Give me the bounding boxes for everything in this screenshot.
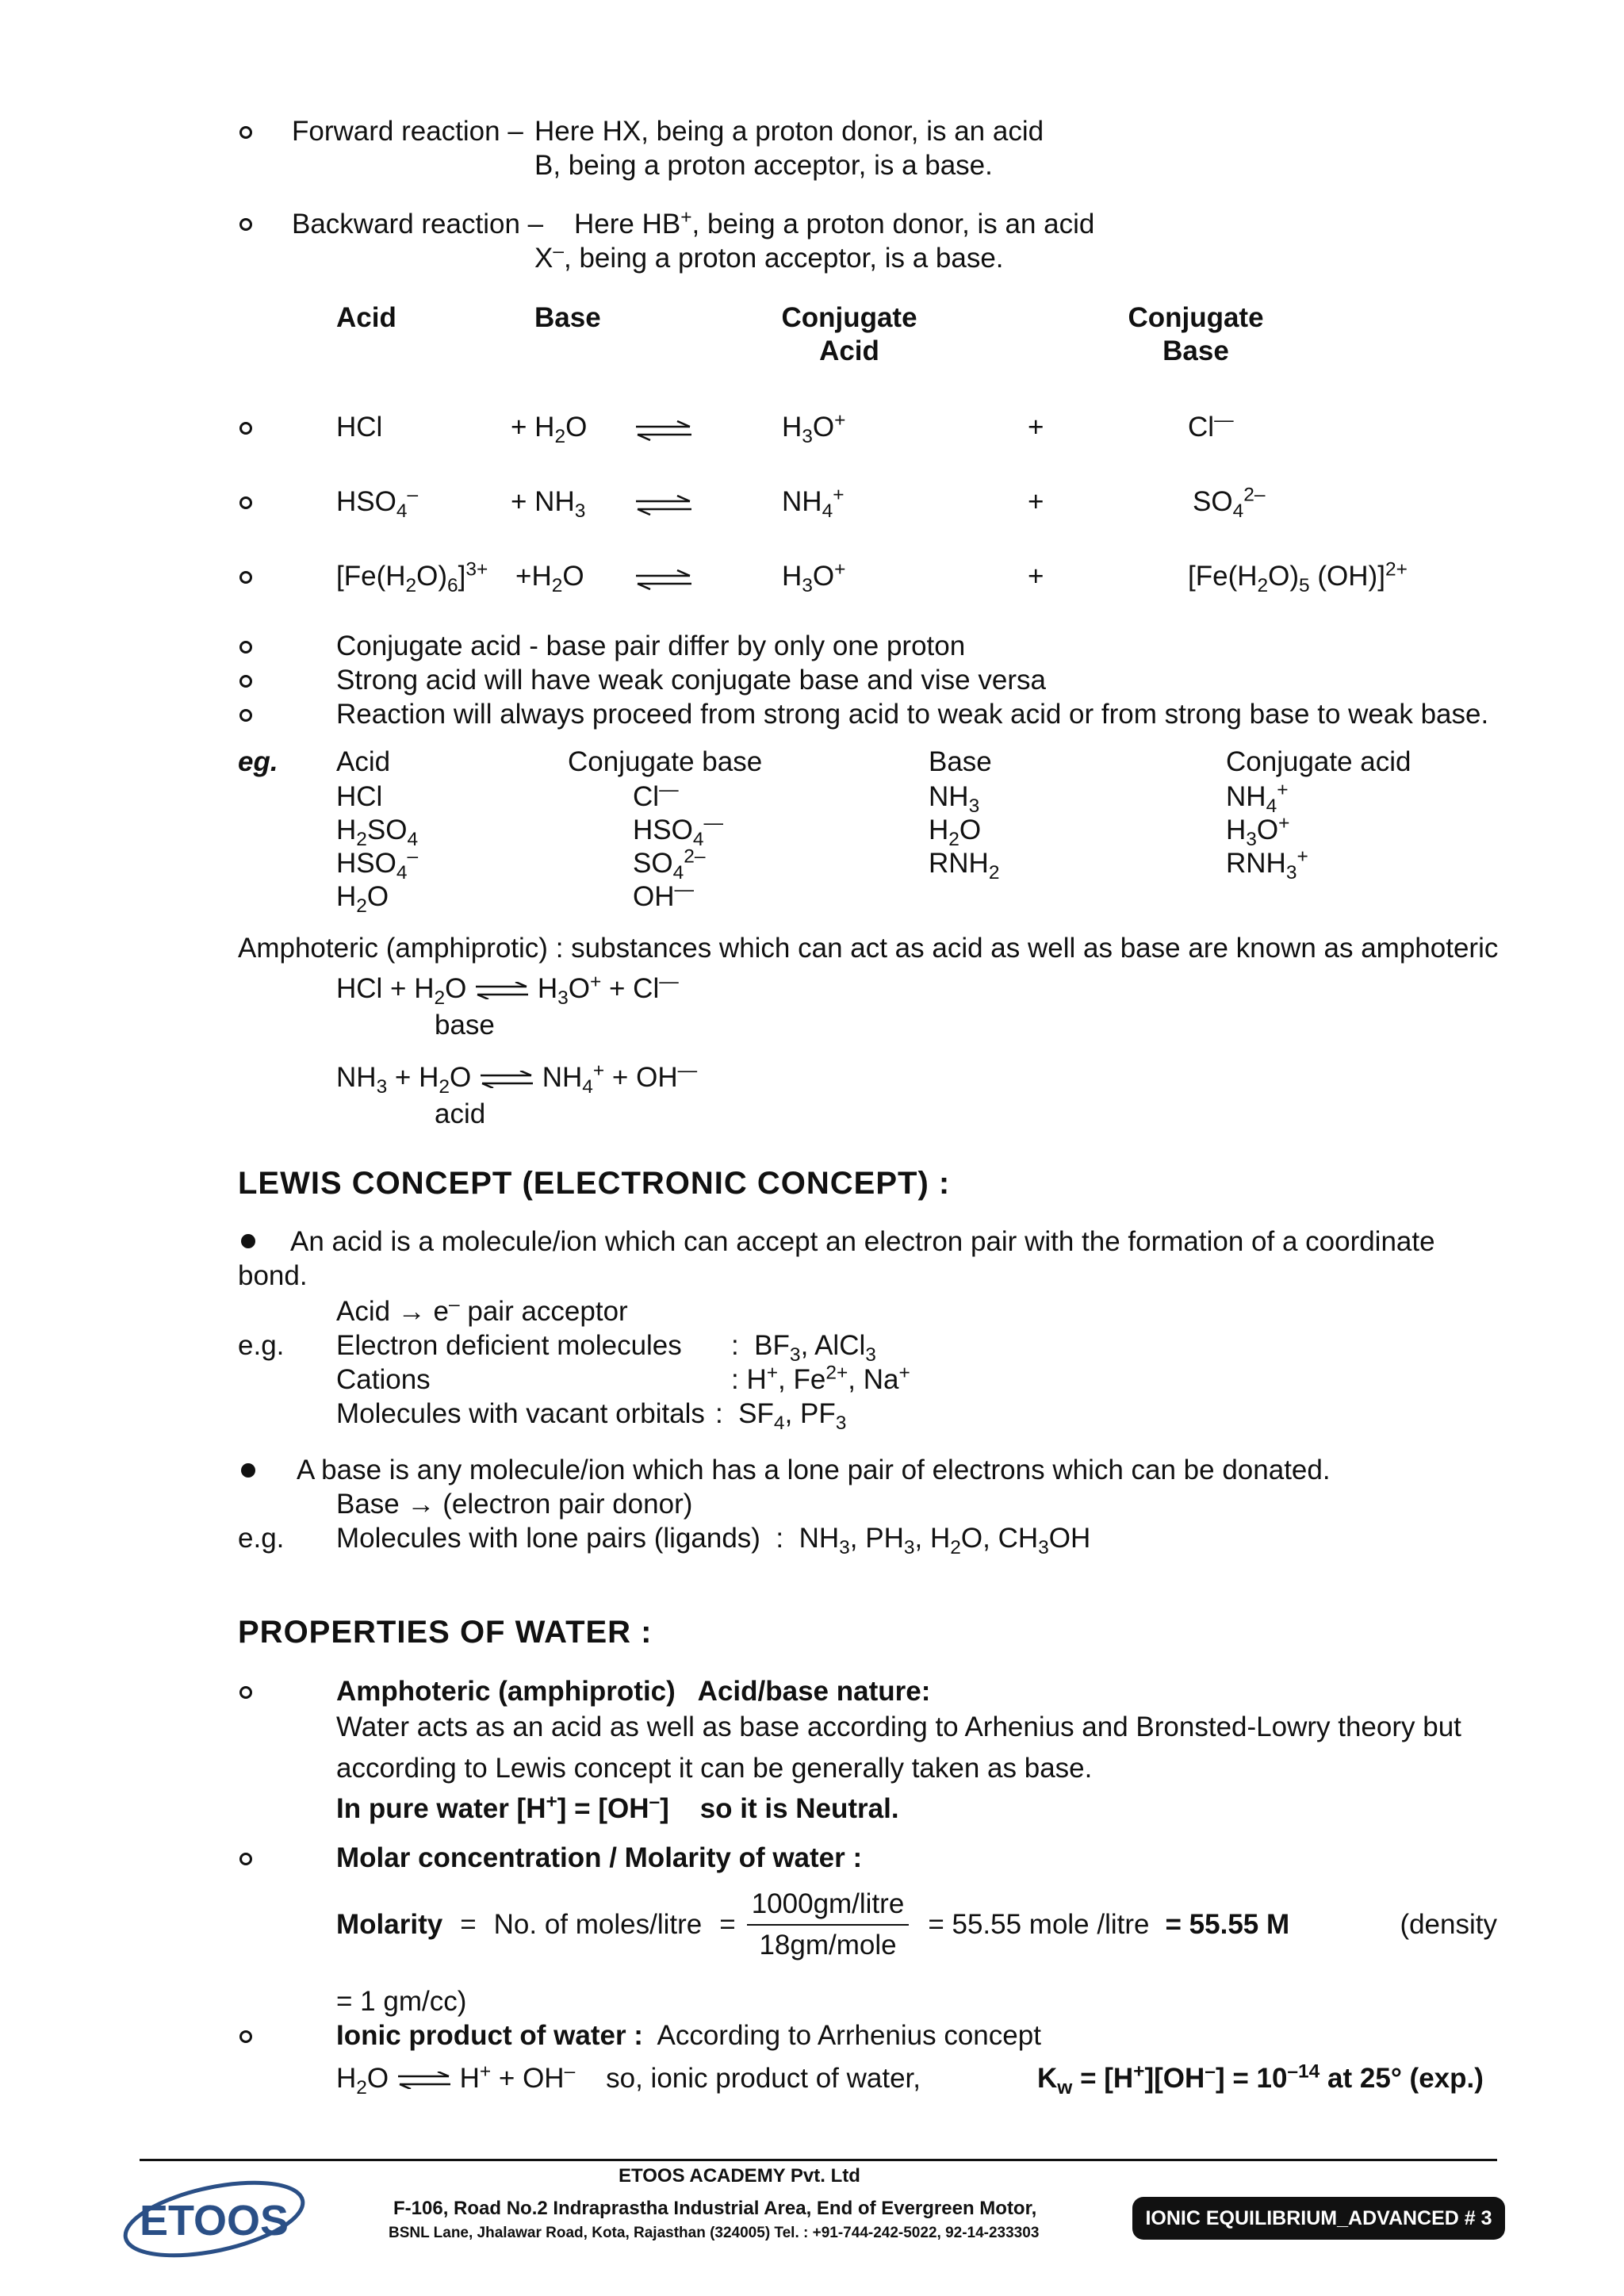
bullet-statement-2: Strong acid will have weak conjugate base and vise versa: [336, 665, 1046, 696]
molarity-label: Molarity: [336, 1909, 443, 1940]
lewis-row3-value: : $SF_4$, $PF_3$: [715, 1398, 847, 1434]
lewis-acid-definition-1: An acid is a molecule/ion which can accept an electron pair with the formation of a coordinate: [290, 1226, 1435, 1257]
row2-conjugate-acid: $NH_4^+$: [782, 484, 845, 522]
forward-reaction-line1: Here HX, being a proton donor, is an acid: [534, 116, 1044, 147]
water-molarity-equation: [336, 1888, 1497, 1962]
amphoteric-equation-1: HCl + $H_2O$ $H_3O^+ + Cl^—$: [336, 971, 679, 1009]
lewis-base-eg-label: e.g.: [238, 1523, 285, 1554]
lewis-eg-label: e.g.: [238, 1330, 285, 1361]
forward-reaction-line2: B, being a proton acceptor, is a base.: [534, 150, 993, 181]
water-ionic-product-title: Ionic product of water : According to Arrhenius concept: [336, 2020, 1041, 2051]
row2-base: + $NH_3$: [511, 486, 586, 522]
bullet-dot-icon: [241, 1234, 255, 1248]
density-note-start: (density: [1400, 1909, 1497, 1940]
row2-conjugate-base: $SO_4^{2-}$: [1193, 484, 1266, 522]
equilibrium-arrow-icon: [396, 2072, 452, 2089]
backward-reaction-line1: Here HB+, being a proton donor, is an acid: [574, 206, 1095, 240]
lewis-base-definition: A base is any molecule/ion which has a lone pair of electrons which can be donated.: [297, 1455, 1331, 1485]
lewis-acid-line: Acid → e– pair acceptor: [336, 1294, 628, 1327]
lewis-row1-value: : $BF_3$, AlCl$_3$: [731, 1330, 876, 1366]
bullet-circle-icon: [239, 126, 252, 139]
amphoteric-equation-2: $NH_3 + H_2O$ $NH_4^+ + OH^—$: [336, 1060, 698, 1098]
etoos-logo-icon: [117, 2173, 316, 2268]
bullet-circle-icon: [239, 571, 252, 584]
bullet-statement-1: Conjugate acid - base pair differ by only one proton: [336, 631, 966, 661]
equilibrium-arrow-icon: [634, 495, 693, 516]
equilibrium-arrow-icon: [474, 982, 530, 999]
equilibrium-arrow-icon: [479, 1071, 534, 1088]
bullet-circle-icon: [239, 2030, 252, 2043]
amphoteric-base-label: base: [435, 1010, 495, 1041]
lewis-row3-label: Molecules with vacant orbitals: [336, 1398, 705, 1429]
forward-reaction-label: Forward reaction –: [292, 116, 523, 147]
lewis-base-eg: Molecules with lone pairs (ligands) : $NH_3$, $PH_3$, $H_2O$, $CH_3OH$: [336, 1523, 1091, 1558]
bullet-circle-icon: [239, 496, 252, 509]
eg-column-conjugate-base: Cl— $HSO_4^—$ $SO_4^{2-}$ OH—: [633, 779, 723, 912]
row1-base: + $H_2O$: [511, 412, 588, 447]
footer-address-1: F-106, Road No.2 Indraprastha Industrial Area, End of Evergreen Motor,: [393, 2198, 1037, 2219]
eg-header-base: Base: [929, 746, 992, 777]
eg-column-acid: HCl $H_2SO_4$ $HSO_4^-$ $H_2O$: [336, 781, 419, 917]
table-header-base: Base: [534, 302, 601, 333]
equilibrium-arrow-icon: [634, 569, 693, 590]
row3-acid: $[Fe(H_2O)_6]^{3+}$: [336, 558, 488, 596]
equilibrium-arrow-icon: [634, 420, 693, 441]
lewis-heading: LEWIS CONCEPT (ELECTRONIC CONCEPT) :: [238, 1166, 951, 1201]
row3-plus: +: [1028, 561, 1044, 592]
row1-conjugate-acid: $H_3O^+$: [782, 409, 846, 447]
bullet-dot-icon: [241, 1463, 255, 1478]
fraction-numerator: 1000gm/litre: [747, 1888, 910, 1926]
equals-sign: =: [719, 1909, 736, 1940]
water-neutral-line: In pure water [H+] = [OH–] so it is Neutral.: [336, 1791, 899, 1824]
row3-conjugate-acid: $H_3O^+$: [782, 558, 846, 596]
row1-conjugate-base: Cl—: [1188, 409, 1234, 443]
water-amphoteric-line2: according to Lewis concept it can be generally taken as base.: [336, 1753, 1093, 1784]
fraction-denominator: 18gm/mole: [759, 1930, 897, 1961]
svg-text:ETOOS: ETOOS: [139, 2197, 289, 2244]
backward-reaction-label: Backward reaction –: [292, 209, 544, 240]
bullet-circle-icon: [239, 218, 252, 231]
table-header-conjugate-acid: Conjugate Acid: [781, 302, 917, 366]
eg-label: eg.: [238, 746, 278, 777]
table-header-acid: Acid: [336, 302, 396, 333]
row1-plus: +: [1028, 412, 1044, 443]
water-amphoteric-line1: Water acts as an acid as well as base according to Arhenius and Bronsted-Lowry theory but: [336, 1711, 1461, 1742]
molarity-result: = 55.55 mole /litre: [928, 1909, 1150, 1940]
molarity-result-bold: = 55.55 M: [1165, 1909, 1290, 1940]
molarity-fraction: [747, 1888, 910, 1962]
row3-conjugate-base: [$Fe(H_2O)_5$ (OH)]$^{2+}$: [1188, 558, 1408, 596]
amphoteric-definition: Amphoteric (amphiprotic) : substances which can act as acid as well as base are known as amphoteric: [238, 933, 1499, 964]
footer-address-2: BSNL Lane, Jhalawar Road, Kota, Rajasthan (324005) Tel. : +91-744-242-5022, 92-14-233303: [389, 2225, 1040, 2241]
footer-company: ETOOS ACADEMY Pvt. Ltd: [619, 2165, 860, 2187]
page-badge: IONIC EQUILIBRIUM_ADVANCED # 3: [1132, 2197, 1505, 2240]
water-molarity-title: Molar concentration / Molarity of water :: [336, 1842, 863, 1873]
equals-sign: =: [460, 1909, 477, 1940]
eg-column-conjugate-acid: $NH_4^+$ $H_3O^+$ $RNH_3^+$: [1226, 779, 1308, 884]
row2-plus: +: [1028, 486, 1044, 517]
bullet-circle-icon: [239, 675, 252, 688]
lewis-acid-definition-2: bond.: [238, 1260, 308, 1291]
eg-column-base: $NH_3$ $H_2O$ $RNH_2$: [929, 781, 1000, 884]
bullet-circle-icon: [239, 1686, 252, 1699]
footer-divider: [140, 2159, 1497, 2161]
eg-header-conjugate-acid: Conjugate acid: [1226, 746, 1411, 777]
row2-acid: $HSO_4^-$: [336, 484, 419, 522]
amphoteric-acid-label: acid: [435, 1098, 486, 1129]
bullet-circle-icon: [239, 422, 252, 435]
bullet-circle-icon: [239, 1853, 252, 1865]
water-ionic-equation: $H_2O$ H+ + OH– so, ionic product of water,: [336, 2060, 921, 2099]
bullet-statement-3: Reaction will always proceed from strong acid to weak acid or from strong base to weak base.: [336, 699, 1489, 730]
kw-expression: $K_w = [H^+][OH^-] = 10^{-14}$ at 25° (exp.): [1037, 2060, 1484, 2099]
lewis-row2-label: Cations: [336, 1364, 431, 1395]
lewis-row1-label: Electron deficient molecules: [336, 1330, 682, 1361]
eg-header-conjugate-base: Conjugate base: [568, 746, 763, 777]
water-amphoteric-title: Amphoteric (amphiprotic) Acid/base nature:: [336, 1676, 931, 1707]
lewis-base-line: Base → (electron pair donor): [336, 1489, 693, 1520]
row3-base: $+H_2O$: [515, 561, 584, 596]
bullet-circle-icon: [239, 709, 252, 722]
density-note-end: = 1 gm/cc): [336, 1986, 467, 2017]
bullet-circle-icon: [239, 641, 252, 654]
moles-per-litre: No. of moles/litre: [493, 1909, 703, 1940]
water-heading: PROPERTIES OF WATER :: [238, 1615, 653, 1650]
backward-reaction-line2: X–, being a proton acceptor, is a base.: [534, 240, 1004, 274]
eg-header-acid: Acid: [336, 746, 391, 777]
row1-acid: HCl: [336, 412, 383, 443]
table-header-conjugate-base: Conjugate Base: [1128, 302, 1264, 366]
lewis-row2-value: : H+, $Fe^{2+}$, Na+: [731, 1362, 910, 1395]
